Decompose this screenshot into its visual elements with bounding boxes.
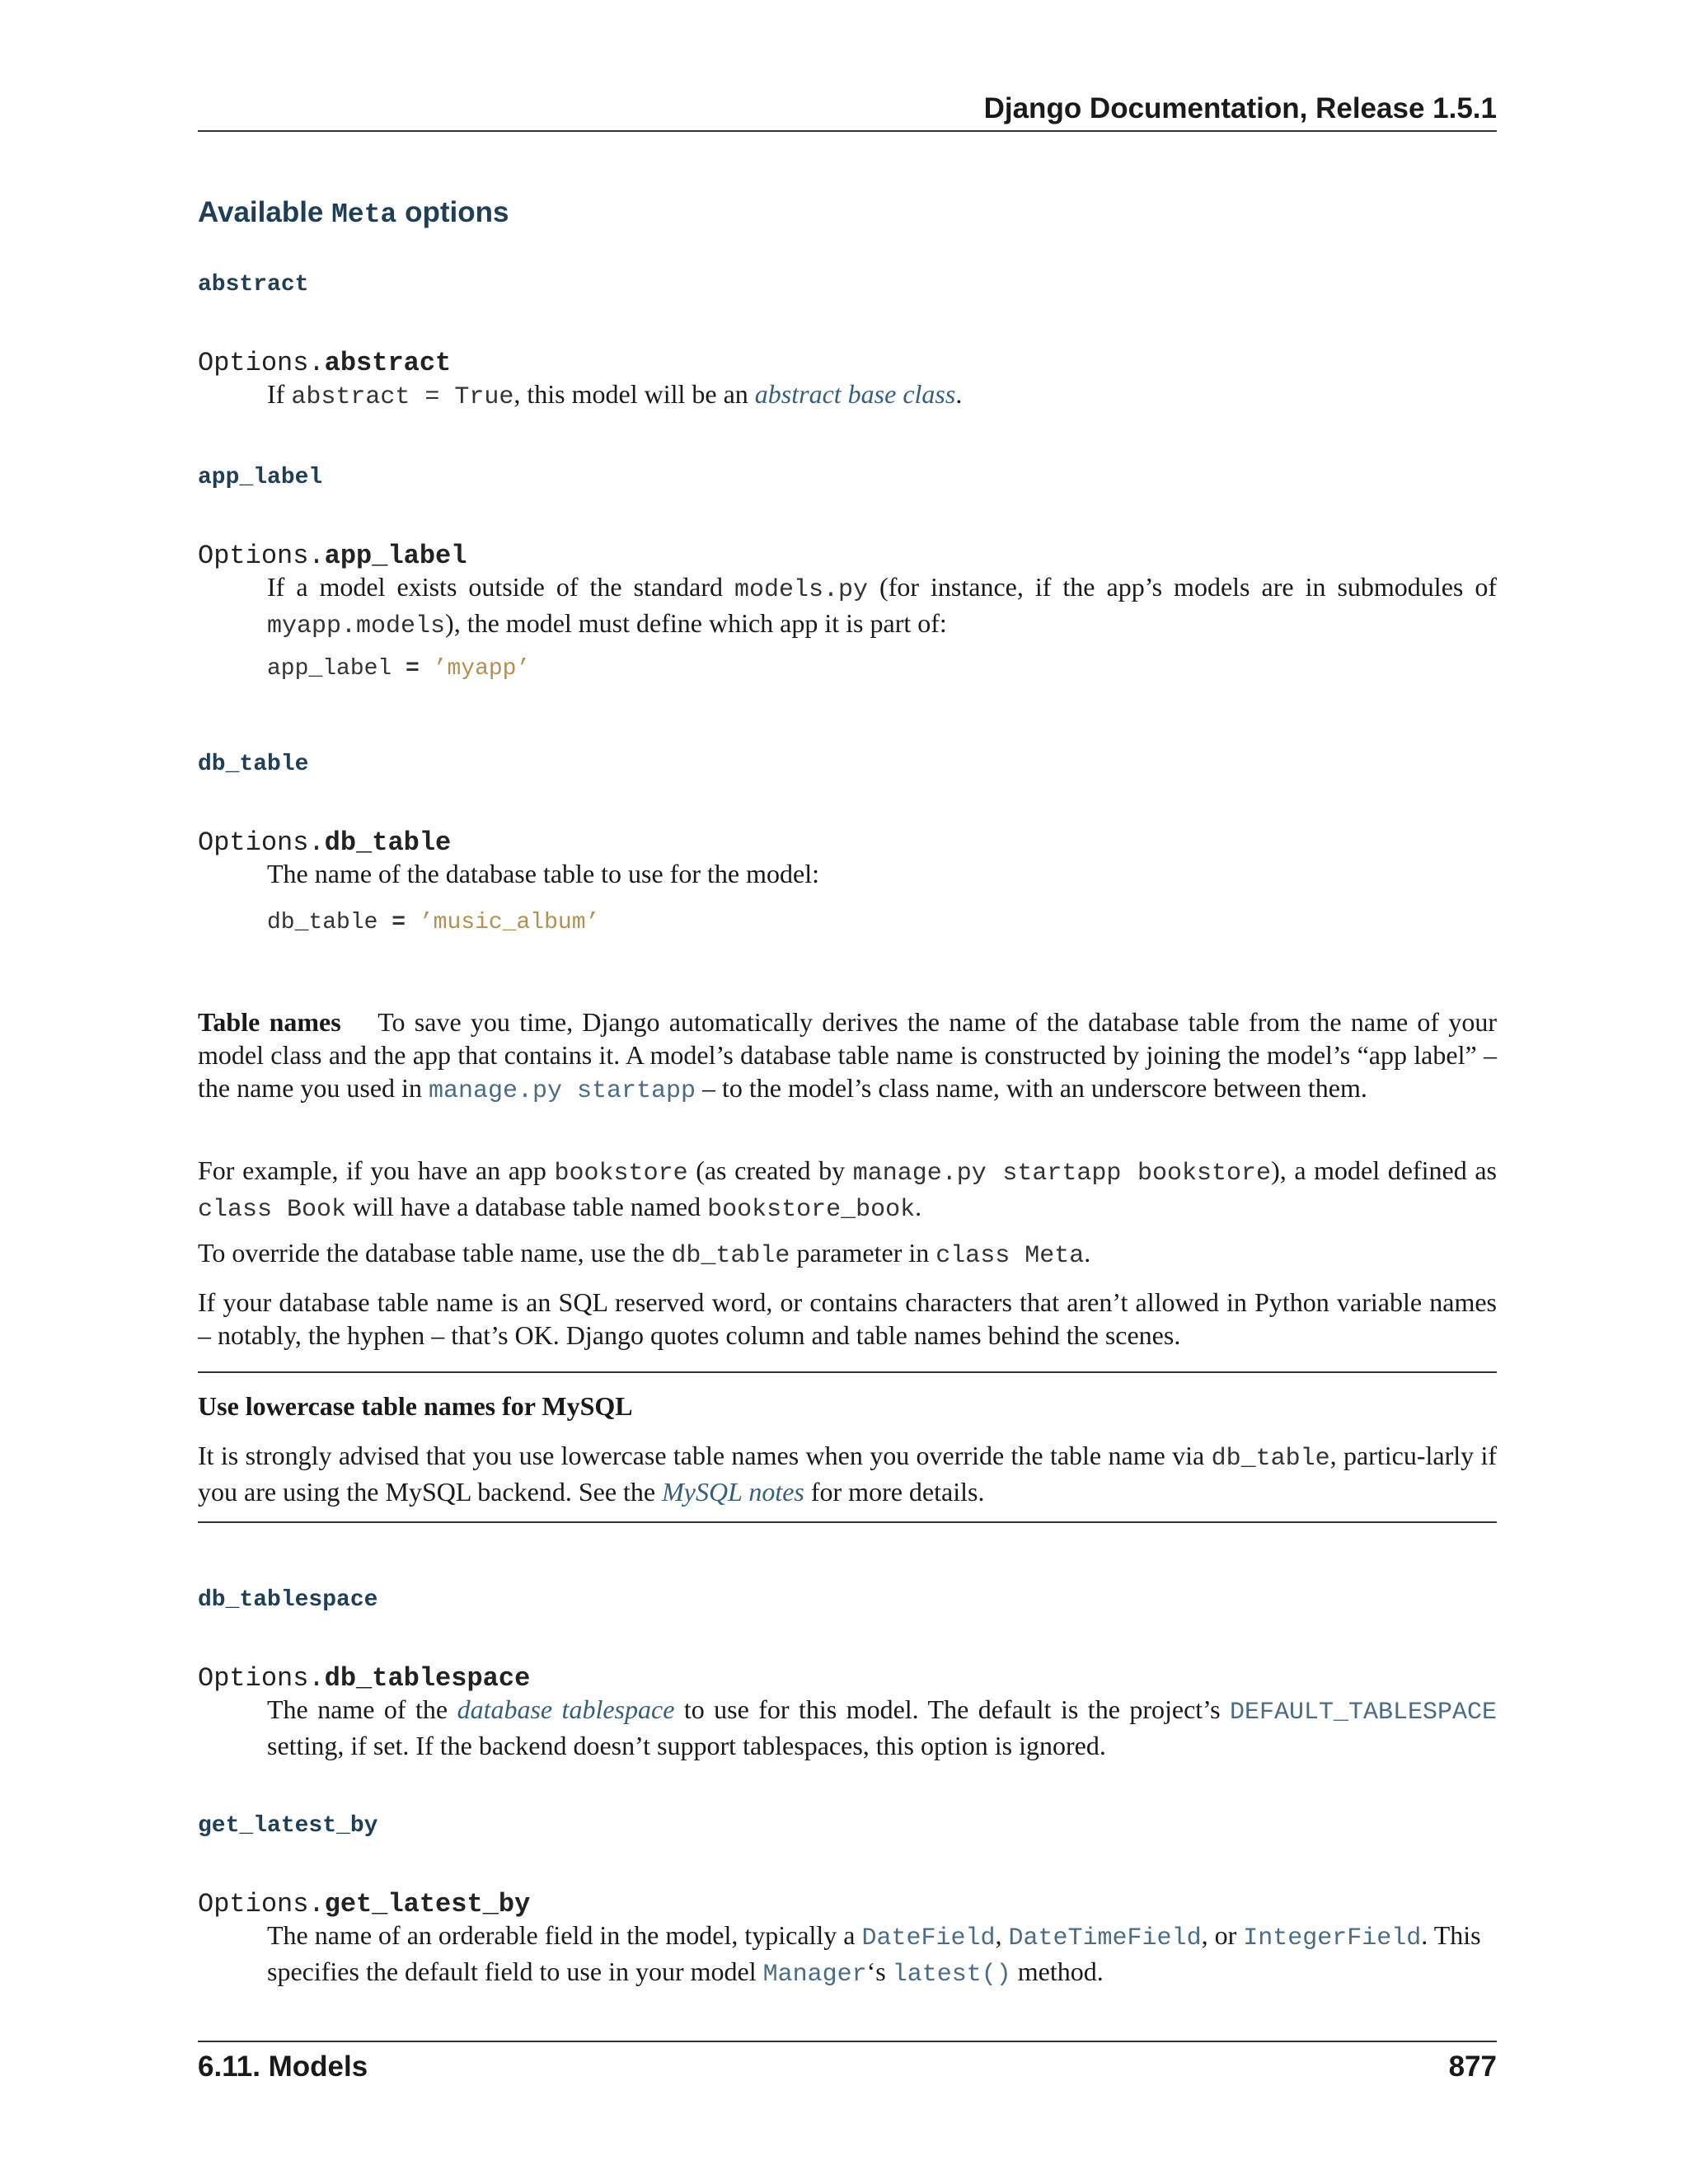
link-database-tablespace[interactable]: database tablespace — [457, 1694, 675, 1724]
signature-get-latest-by: Options.get_latest_by — [198, 1889, 531, 1919]
abstract-description: If abstract = True, this model will be an abstract base class. — [267, 379, 963, 411]
link-datetimefield[interactable]: DateTimeField — [1008, 1924, 1202, 1952]
code-app-label: app_label = ’myapp’ — [267, 656, 531, 682]
page-footer — [198, 2041, 1497, 2083]
link-integerfield[interactable]: IntegerField — [1243, 1924, 1422, 1952]
db-tablespace-description: The name of the database tablespace to use for this model. The default is the project’s DEFAULT_TABLESPACE setting, if set. If the backend doesn’t support tablespaces, this option is ignored. — [267, 1694, 1498, 1760]
note-bottom-rule — [198, 1521, 1497, 1523]
code-db-table: db_table = ’music_album’ — [267, 910, 600, 935]
section-title: Available Meta options — [198, 196, 509, 230]
get-latest-by-description: The name of an orderable field in the model, typically a DateField, DateTimeField, or IntegerField. This specifies the default field to use in your model Manager‘s latest() method. — [267, 1920, 1481, 1989]
link-mysql-notes[interactable]: MySQL notes — [662, 1477, 804, 1507]
page-header — [198, 89, 1497, 132]
signature-db-table: Options.db_table — [198, 827, 452, 858]
note-top-rule — [198, 1371, 1497, 1373]
option-heading-db-tablespace[interactable]: db_tablespace — [198, 1587, 378, 1613]
table-names-paragraph: Table names To save you time, Django automatically derives the name of the database table from the name of your model class and the app that contains it. A model’s database table name is constructed by joining the model’s “app label” – the name you used in manage.py startapp – to the model’s class name, with an underscore between them. — [198, 1007, 1498, 1105]
table-names-example: For example, if you have an app bookstore (as created by manage.py startapp bookstore), a model defined as class Book will have a database table named bookstore_book. — [198, 1155, 1497, 1224]
option-heading-abstract[interactable]: abstract — [198, 272, 309, 298]
page-number: 877 — [1448, 2050, 1497, 2083]
db-table-description: The name of the database table to use for the model: — [267, 859, 819, 888]
link-abstract-base-class[interactable]: abstract base class — [754, 379, 956, 409]
signature-app-label: Options.app_label — [198, 541, 467, 571]
header-title: Django Documentation, Release 1.5.1 — [983, 92, 1497, 124]
signature-abstract: Options.abstract — [198, 348, 452, 378]
link-manage-py-startapp[interactable]: manage.py startapp — [428, 1077, 696, 1105]
link-datefield[interactable]: DateField — [861, 1924, 996, 1952]
option-heading-app-label[interactable]: app_label — [198, 465, 323, 490]
footer-section: 6.11. Models — [198, 2050, 368, 2083]
link-default-tablespace[interactable]: DEFAULT_TABLESPACE — [1229, 1699, 1498, 1727]
link-manager[interactable]: Manager — [762, 1961, 867, 1989]
option-heading-db-table[interactable]: db_table — [198, 752, 309, 777]
table-names-override: To override the database table name, use the db_table parameter in class Meta. — [198, 1238, 1091, 1270]
option-heading-get-latest-by[interactable]: get_latest_by — [198, 1813, 378, 1839]
document-page — [198, 0, 1497, 2184]
link-latest-method[interactable]: latest() — [892, 1961, 1011, 1989]
table-names-reserved: If your database table name is an SQL reserved word, or contains characters that aren’t allowed in Python variable names – notably, the hyphen – that’s OK. Django quotes column and table names behind the scenes. — [198, 1287, 1497, 1350]
app-label-description: If a model exists outside of the standard models.py (for instance, if the app’s models are in submodules of myapp.models), the model must define which app it is part of: — [267, 572, 1498, 640]
note-title: Use lowercase table names for MySQL — [198, 1391, 633, 1421]
note-body: It is strongly advised that you use lowercase table names when you override the table name via db_table, particu-larly if you are using the MySQL backend. See the MySQL notes for more details. — [198, 1441, 1498, 1507]
signature-db-tablespace: Options.db_tablespace — [198, 1663, 531, 1694]
